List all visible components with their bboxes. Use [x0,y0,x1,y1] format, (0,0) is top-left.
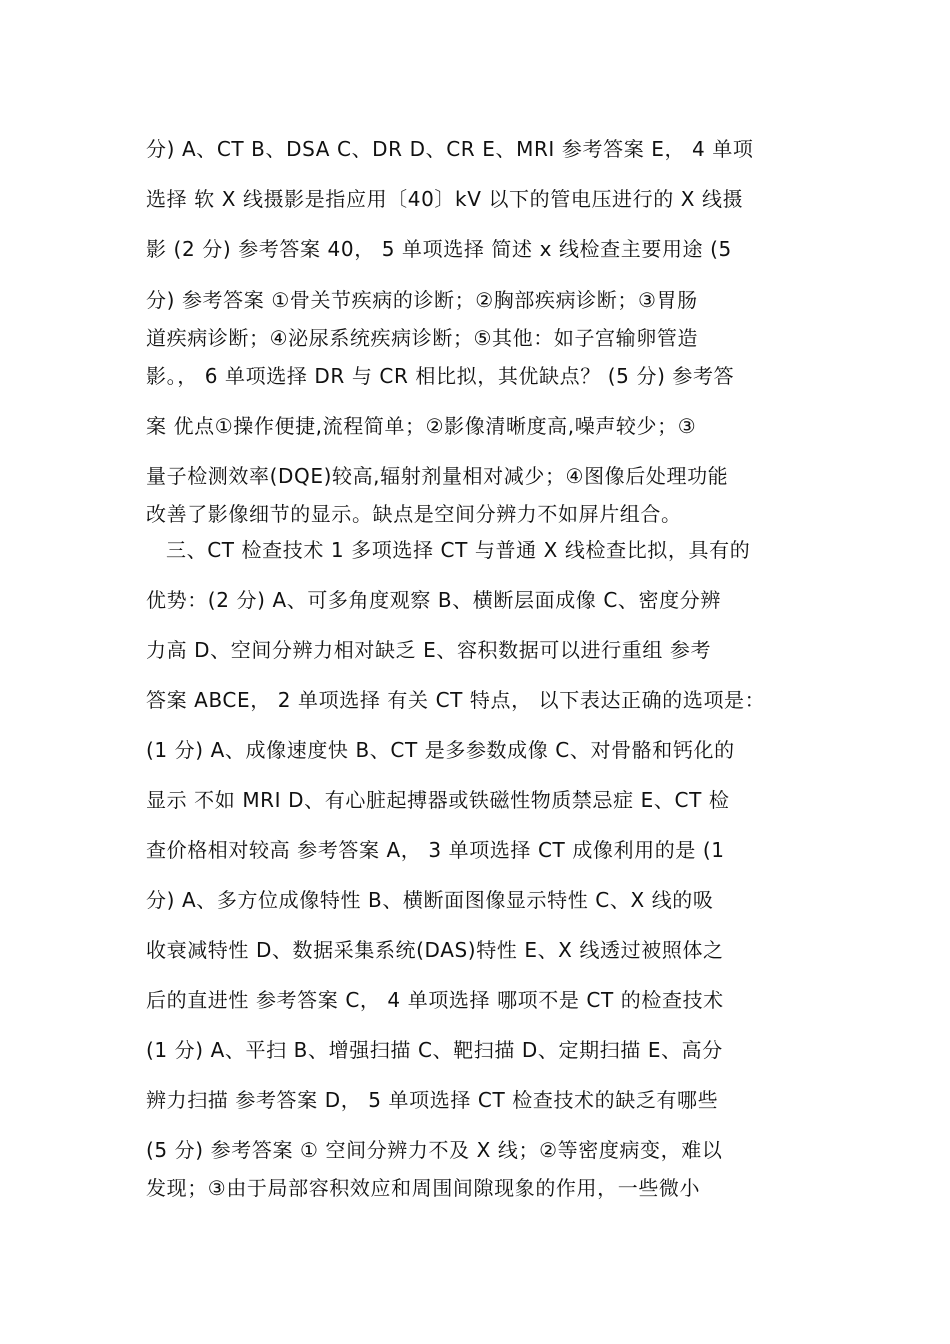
text-line: 影 (2 分) 参考答案 40， 5 单项选择 简述 x 线检查主要用途 (5 [146,237,732,261]
text-line: 查价格相对较高 参考答案 A， 3 单项选择 CT 成像利用的是 (1 [146,838,725,862]
section-heading-line: 三、CT 检查技术 1 多项选择 CT 与普通 X 线检查比拟，具有的 [166,538,751,562]
text-line: 量子检测效率(DQE)较高,辐射剂量相对减少；④图像后处理功能 [146,464,729,488]
text-line: 发现；③由于局部容积效应和周围间隙现象的作用，一些微小 [146,1176,701,1200]
text-line: 道疾病诊断；④泌尿系统疾病诊断；⑤其他：如子宫输卵管造 [146,326,699,350]
text-line: 分) 参考答案 ①骨关节疾病的诊断；②胸部疾病诊断；③胃肠 [146,288,698,312]
text-line: (1 分) A、成像速度快 B、CT 是多参数成像 C、对骨骼和钙化的 [146,738,735,762]
text-line: (5 分) 参考答案 ① 空间分辨力不及 X 线；②等密度病变，难以 [146,1138,723,1162]
text-line: 答案 ABCE， 2 单项选择 有关 CT 特点， 以下表达正确的选项是： [146,688,766,712]
text-line: 改善了影像细节的显示。缺点是空间分辨力不如屏片组合。 [146,502,682,526]
text-line: 案 优点①操作便捷,流程简单；②影像清晰度高,噪声较少；③ [146,414,697,438]
text-line: 力高 D、空间分辨力相对缺乏 E、容积数据可以进行重组 参考 [146,638,712,662]
text-line: 分) A、CT B、DSA C、DR D、CR E、MRI 参考答案 E， 4 单项 [146,137,754,161]
text-line: 影。， 6 单项选择 DR 与 CR 相比拟，其优缺点？ (5 分) 参考答 [146,364,735,388]
text-line: 辨力扫描 参考答案 D， 5 单项选择 CT 检查技术的缺乏有哪些 [146,1088,719,1112]
text-line: 分) A、多方位成像特性 B、横断面图像显示特性 C、X 线的吸 [146,888,714,912]
text-line: 优势：(2 分) A、可多角度观察 B、横断层面成像 C、密度分辨 [146,588,721,612]
text-line: (1 分) A、平扫 B、增强扫描 C、靶扫描 D、定期扫描 E、高分 [146,1038,723,1062]
text-line: 收衰减特性 D、数据采集系统(DAS)特性 E、X 线透过被照体之 [146,938,724,962]
text-line: 显示 不如 MRI D、有心脏起搏器或铁磁性物质禁忌症 E、CT 检 [146,788,730,812]
text-line: 选择 软 X 线摄影是指应用〔40〕kV 以下的管电压进行的 X 线摄 [146,187,744,211]
text-line: 后的直进性 参考答案 C， 4 单项选择 哪项不是 CT 的检查技术 [146,988,724,1012]
